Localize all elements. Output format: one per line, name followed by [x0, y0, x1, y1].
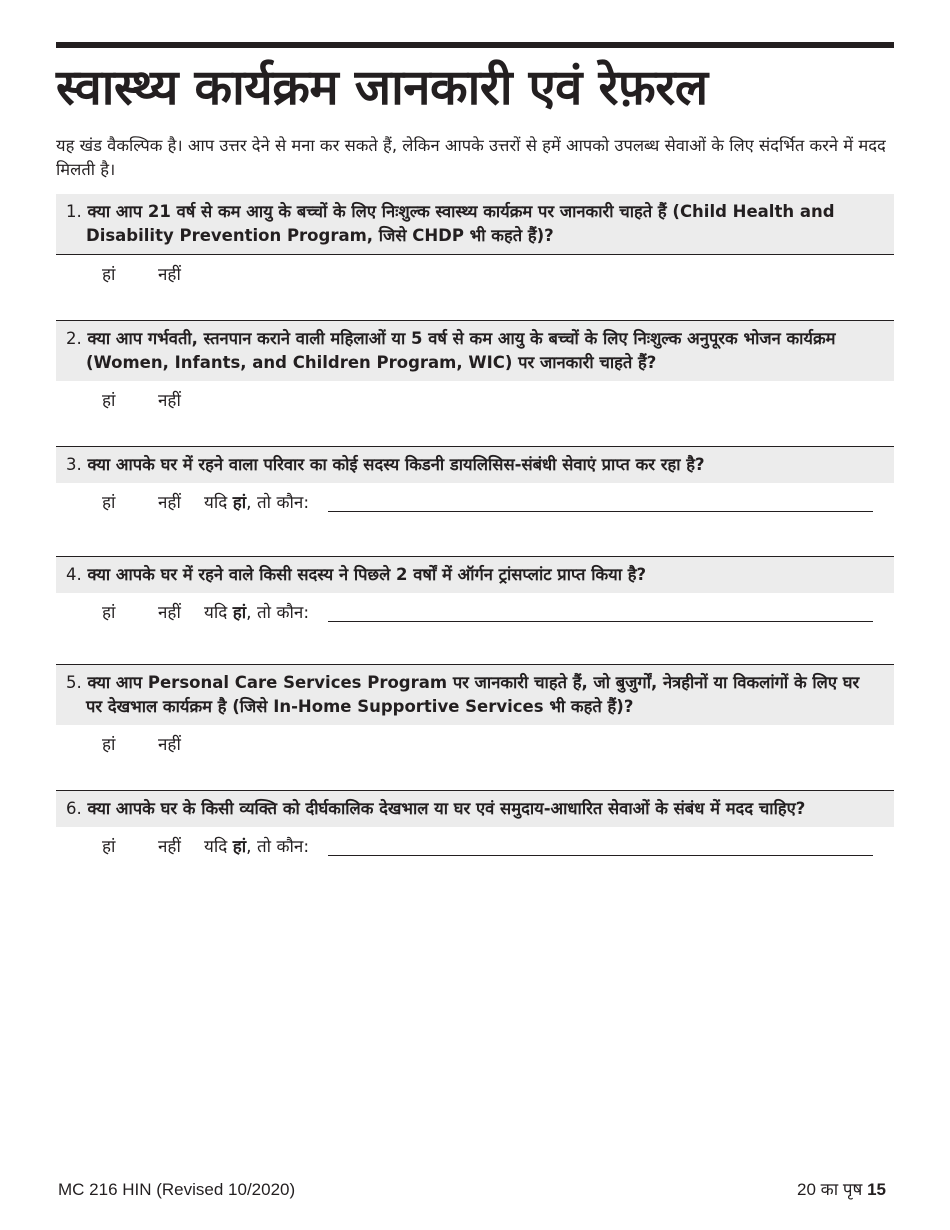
title-top-rule	[56, 42, 894, 48]
if-bold-yes: हां	[232, 603, 247, 623]
question-5-text	[66, 671, 878, 719]
question-2	[56, 320, 894, 415]
answer-yes-option[interactable]: हां	[102, 265, 116, 285]
intro-text: यह खंड वैकल्पिक है। आप उत्तर देने से मना कर सकते हैं, लेकिन आपके उत्तरों से हमें आपको उपलब्ध सेवाओं के लिए संदर्भित करने में मदद मिलती है।	[56, 136, 886, 179]
question-1-text	[66, 200, 878, 248]
answer-no-option[interactable]: नहीं	[158, 391, 181, 411]
if-prefix: यदि	[204, 603, 228, 623]
if-prefix: यदि	[204, 837, 228, 857]
question-4-answers	[56, 593, 894, 627]
question-6	[56, 790, 894, 861]
if-suffix: , तो कौन:	[246, 837, 310, 857]
question-1-header	[56, 194, 894, 255]
question-5-answers	[56, 725, 894, 759]
if-bold-yes: हां	[232, 493, 247, 513]
answer-yes-option[interactable]: हां	[102, 735, 116, 755]
question-4-header	[56, 557, 894, 593]
question-body: क्या आपके घर के किसी व्यक्ति को दीर्घकालिक देखभाल या घर एवं समुदाय-आधारित सेवाओं के संबंध में मदद चाहिए?	[87, 799, 806, 818]
question-3-answers	[56, 483, 894, 517]
form-id-footer: MC 216 HIN (Revised 10/2020)	[58, 1180, 296, 1199]
answer-no-option[interactable]: नहीं	[158, 265, 181, 285]
question-5-header	[56, 665, 894, 725]
question-6-answers	[56, 827, 894, 861]
answer-no-option[interactable]: नहीं	[158, 493, 181, 513]
question-2-header	[56, 321, 894, 381]
page-title: स्वास्थ्य कार्यक्रम जानकारी एवं रेफ़रल	[56, 59, 708, 116]
page-number-footer	[797, 1179, 886, 1201]
answer-yes-option[interactable]: हां	[102, 391, 116, 411]
answer-yes-option[interactable]: हां	[102, 603, 116, 623]
question-2-answers	[56, 381, 894, 415]
page-number: 15	[867, 1180, 886, 1199]
question-6-header	[56, 791, 894, 827]
question-body: क्या आप गर्भवती, स्तनपान कराने वाली महिलाओं या 5 वर्ष से कम आयु के बच्चों के लिए निःशुल्क अनुपूरक भोजन कार्यक्रम (Women, Infants, and Children Program, WIC) पर जानकारी चाहते हैं?	[86, 329, 836, 372]
if-yes-who-label	[204, 601, 309, 625]
who-write-in-line[interactable]	[328, 511, 873, 512]
if-suffix: , तो कौन:	[246, 603, 310, 623]
question-3-header	[56, 447, 894, 483]
question-number: 4.	[66, 565, 82, 584]
question-5	[56, 664, 894, 759]
page-prefix: 20 का पृष	[797, 1180, 863, 1199]
question-number: 2.	[66, 329, 82, 348]
if-suffix: , तो कौन:	[246, 493, 310, 513]
question-body: क्या आपके घर में रहने वाला परिवार का कोई सदस्य किडनी डायलिसिस-संबंधी सेवाएं प्राप्त कर रहा है?	[87, 455, 705, 474]
question-1-answers	[56, 255, 894, 289]
answer-no-option[interactable]: नहीं	[158, 837, 181, 857]
if-prefix: यदि	[204, 493, 228, 513]
question-number: 5.	[66, 673, 82, 692]
who-write-in-line[interactable]	[328, 621, 873, 622]
who-write-in-line[interactable]	[328, 855, 873, 856]
question-4-text	[66, 563, 878, 587]
question-1	[56, 194, 894, 289]
if-bold-yes: हां	[232, 837, 247, 857]
question-body: क्या आप 21 वर्ष से कम आयु के बच्चों के लिए निःशुल्क स्वास्थ्य कार्यक्रम पर जानकारी चाहते हैं (Child Health and Disability Prevention Program, जिसे CHDP भी कहते हैं)?	[86, 202, 835, 245]
answer-no-option[interactable]: नहीं	[158, 603, 181, 623]
question-body: क्या आपके घर में रहने वाले किसी सदस्य ने पिछले 2 वर्षों में ऑर्गन ट्रांसप्लांट प्राप्त किया है?	[87, 565, 647, 584]
question-3	[56, 446, 894, 517]
question-body: क्या आप Personal Care Services Program पर जानकारी चाहते हैं, जो बुजुर्गों, नेत्रहीनों या विकलांगों के लिए घर पर देखभाल कार्यक्रम है (जिसे In-Home Supportive Services भी कहते हैं)?	[86, 673, 860, 716]
question-6-text	[66, 797, 878, 821]
if-yes-who-label	[204, 491, 309, 515]
answer-yes-option[interactable]: हां	[102, 837, 116, 857]
question-3-text	[66, 453, 878, 477]
question-number: 3.	[66, 455, 82, 474]
question-number: 1.	[66, 202, 82, 221]
answer-no-option[interactable]: नहीं	[158, 735, 181, 755]
if-yes-who-label	[204, 835, 309, 859]
question-2-text	[66, 327, 878, 375]
answer-yes-option[interactable]: हां	[102, 493, 116, 513]
question-4	[56, 556, 894, 627]
question-number: 6.	[66, 799, 82, 818]
